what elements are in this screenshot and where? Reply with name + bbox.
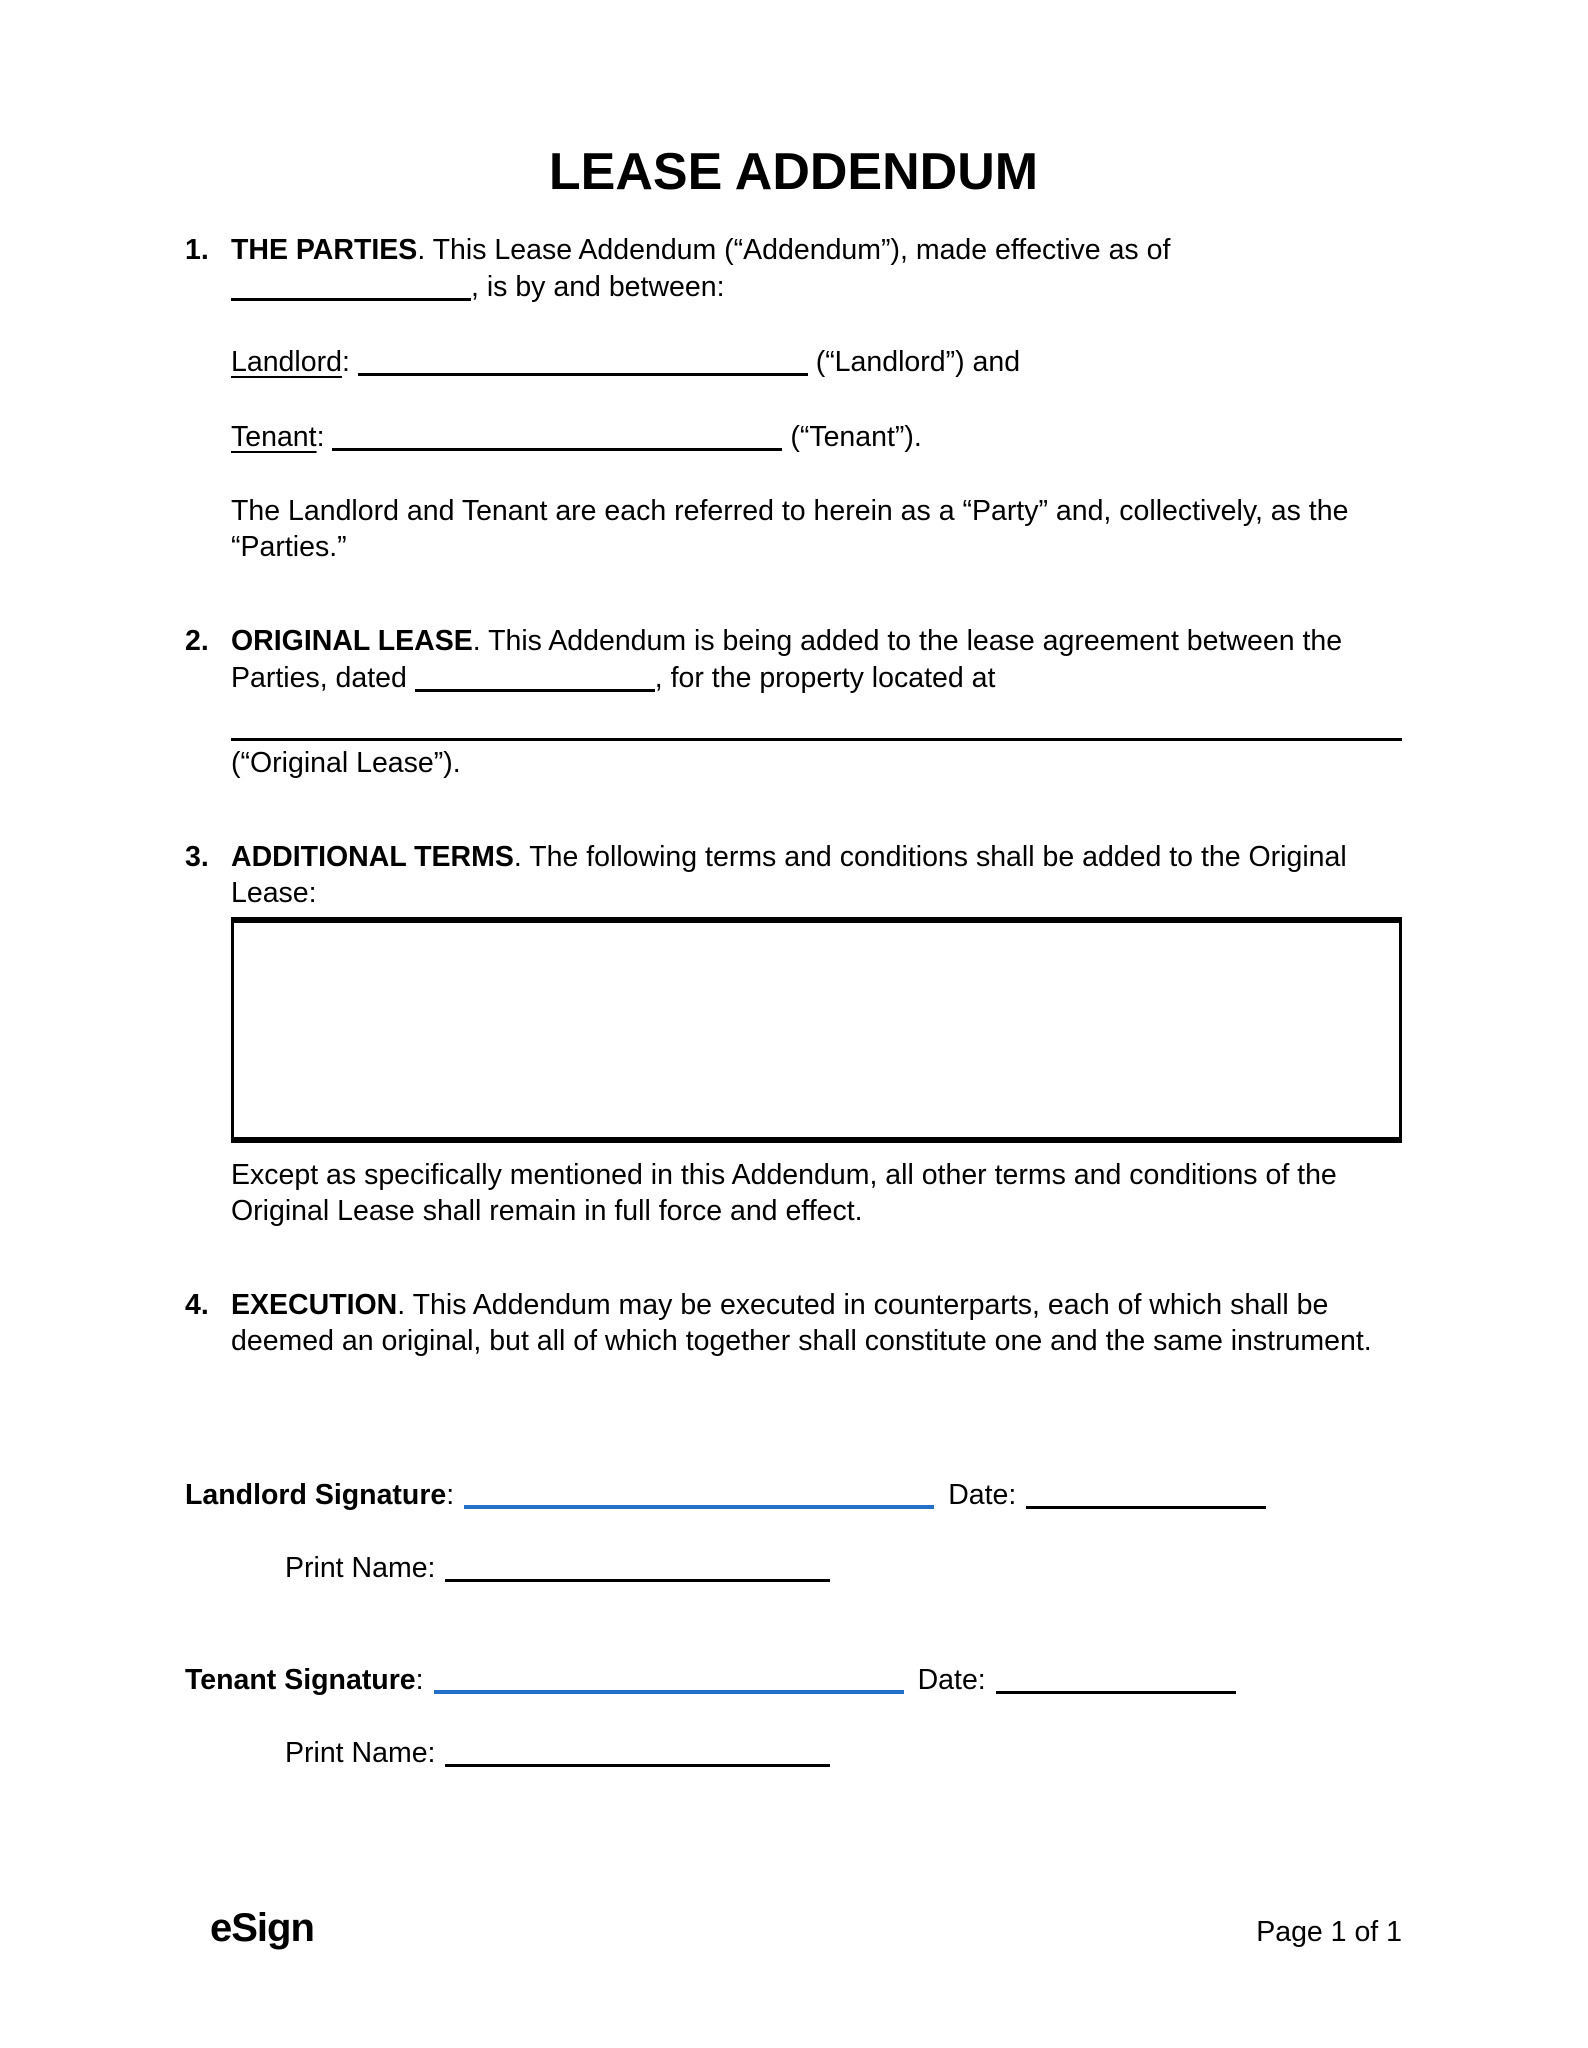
section-number: 4. — [185, 1289, 209, 1321]
landlord-signature-field[interactable] — [464, 1475, 934, 1509]
parties-intro-text-cont: , is by and between: — [471, 271, 725, 303]
tenant-colon: : — [316, 421, 325, 453]
section-parties — [185, 232, 1402, 603]
tenant-signature-row — [185, 1660, 1402, 1698]
property-address-blank — [231, 696, 1402, 741]
section-original-lease — [185, 623, 1402, 819]
original-lease-text — [231, 623, 1402, 696]
tenant-signature-field[interactable] — [434, 1660, 904, 1694]
landlord-signature-colon: : — [446, 1479, 455, 1511]
execution-text-a: . This Addendum may be executed in counterparts, each of which shall be deemed an original, but all of which together shall constitute one and the same instrument. — [231, 1289, 1372, 1357]
section-heading: ADDITIONAL TERMS — [231, 841, 514, 873]
effective-date-blank — [231, 268, 471, 301]
tenant-print-name-row — [285, 1734, 1402, 1771]
execution-text — [231, 1287, 1402, 1359]
section-additional-terms — [185, 839, 1402, 1267]
landlord-colon: : — [341, 346, 350, 378]
page-title: LEASE ADDENDUM — [548, 143, 1039, 201]
section-number: 3. — [185, 841, 209, 873]
tenant-name-blank — [332, 418, 782, 451]
landlord-print-name-row — [285, 1549, 1402, 1586]
section-execution — [185, 1287, 1402, 1397]
tenant-print-name-blank — [445, 1734, 830, 1767]
landlord-print-name-blank — [445, 1549, 830, 1582]
tenant-ref-text: (“Tenant”). — [790, 421, 922, 453]
parties-intro — [231, 232, 1402, 305]
parties-note: The Landlord and Tenant are each referred to herein as a “Party” and, collectively, as the “Parties.” — [231, 495, 1349, 563]
original-lease-ref: (“Original Lease”). — [231, 747, 461, 779]
landlord-print-name-label: Print Name: — [285, 1552, 436, 1584]
tenant-row — [231, 418, 1402, 455]
parties-intro-text: . This Lease Addendum (“Addendum”), made effective as of — [417, 234, 1171, 266]
landlord-label: Landlord — [231, 346, 342, 378]
section-heading: THE PARTIES — [231, 234, 418, 266]
original-lease-text-b: , for the property located at — [654, 662, 996, 694]
section-number: 1. — [185, 234, 209, 266]
tenant-date-label: Date: — [917, 1664, 986, 1696]
tenant-signature-colon: : — [415, 1664, 424, 1696]
section-heading: EXECUTION — [231, 1289, 398, 1321]
tenant-date-blank — [996, 1661, 1236, 1694]
tenant-signature-label: Tenant Signature — [185, 1664, 416, 1696]
landlord-ref-text: (“Landlord”) and — [815, 346, 1021, 378]
page-footer — [210, 1906, 1402, 1950]
page-number: Page 1 of 1 — [1256, 1916, 1402, 1948]
landlord-signature-row — [185, 1475, 1402, 1513]
original-lease-text-a: . This Addendum is being added to the lease agreement between the Parties, dated — [231, 625, 1343, 694]
landlord-date-label: Date: — [948, 1479, 1017, 1511]
landlord-date-blank — [1026, 1476, 1266, 1509]
landlord-row — [231, 343, 1402, 380]
section-number: 2. — [185, 625, 209, 657]
esign-logo: eSign — [210, 1906, 314, 1950]
additional-terms-text-a: . The following terms and conditions shall be added to the Original Lease: — [231, 841, 1347, 909]
lease-dated-blank — [415, 659, 655, 692]
landlord-name-blank — [358, 343, 808, 376]
landlord-signature-label: Landlord Signature — [185, 1479, 447, 1511]
additional-terms-box[interactable] — [231, 917, 1402, 1143]
additional-terms-text — [231, 839, 1402, 911]
tenant-label: Tenant — [231, 421, 317, 453]
tenant-print-name-label: Print Name: — [285, 1737, 436, 1769]
section-heading: ORIGINAL LEASE — [231, 625, 473, 657]
additional-terms-note: Except as specifically mentioned in this Addendum, all other terms and conditions of the Original Lease shall remain in full force and effect. — [231, 1159, 1337, 1227]
